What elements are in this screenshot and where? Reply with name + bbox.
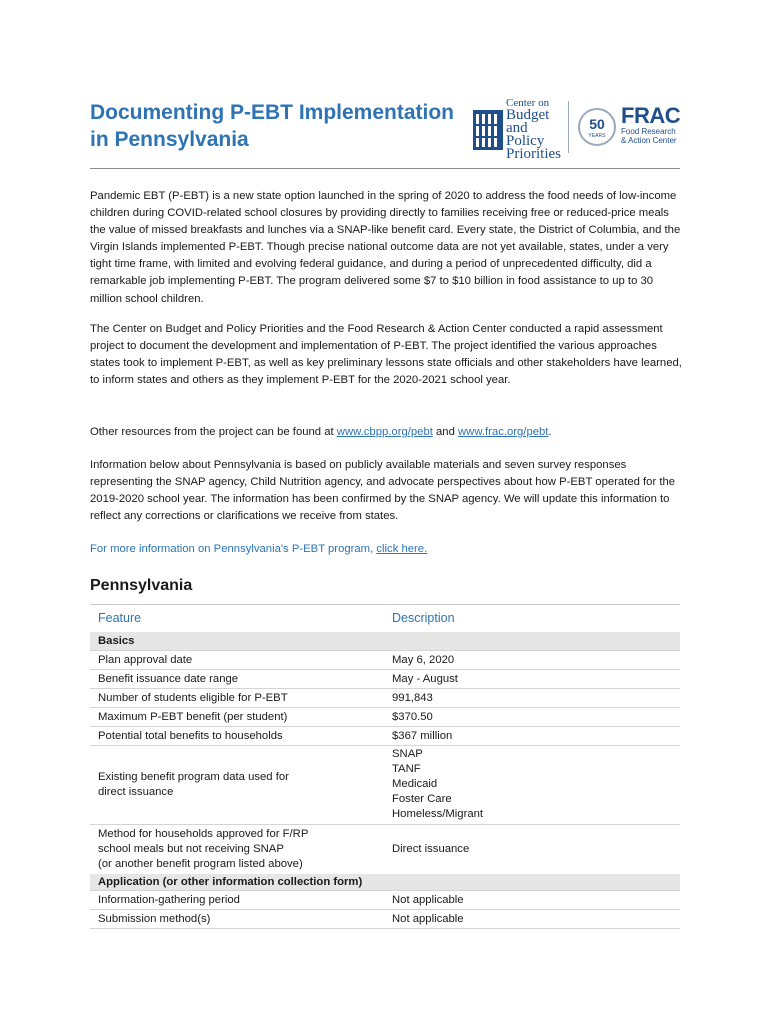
resources-and: and: [432, 426, 459, 438]
cbpp-pebt-link[interactable]: www.cbpp.org/pebt: [336, 426, 433, 438]
badge-label: YEARS: [588, 133, 606, 139]
description-cell: 991,843: [392, 692, 433, 704]
intro-paragraph-1: Pandemic EBT (P-EBT) is a new state option launched in the spring of 2020 to address the food needs of low-income children during COVID-related school closures by providing directly to families receiving free or reduced-price meals the value of missed breakfasts and lunches via a SNAP-like benefit card. Every state, the District of Columbia, and the Virgin Islands implemented P-EBT. Though precise national outcome data are not yet available, states, under a very tight time frame, with limited and evolving federal guidance, and during a period of unprecedented difficulty, did a remarkable job implementing P-EBT. The program delivered some $7 to $10 billion in food assistance to up to 30 million school children.: [90, 190, 681, 305]
resources-suffix: .: [548, 426, 552, 438]
cbpp-line-3: and Policy: [506, 120, 545, 149]
table-header: [90, 604, 680, 633]
feature-cell: Information-gathering period: [98, 894, 240, 906]
feature-cell: Existing benefit program data used for direct issuance: [98, 771, 289, 798]
header-feature: Feature: [98, 611, 142, 625]
description-cell: May - August: [392, 673, 458, 685]
table-row: [90, 669, 680, 689]
intro-paragraph-2: The Center on Budget and Policy Priorities and the Food Research & Action Center conducted a rapid assessment project to document the development and implementation of P-EBT. The project identified the various approaches states took to implement P-EBT, as well as key preliminary lessons state officials and other stakeholders have learned, to inform states and others as they implement P-EBT for the 2020-2021 school year.: [90, 323, 682, 387]
frac-pebt-link[interactable]: www.frac.org/pebt: [458, 426, 549, 438]
feature-cell: Maximum P-EBT benefit (per student): [98, 711, 288, 723]
table-row: [90, 745, 680, 825]
title-line-1: Documenting P-EBT Implementation: [90, 101, 455, 124]
table-group-header: [90, 874, 680, 891]
click-here-link[interactable]: click here.: [376, 543, 428, 555]
section-title: Pennsylvania: [90, 577, 193, 594]
more-info-text: For more information on Pennsylvania's P-EBT program,: [90, 543, 377, 555]
header-description: Description: [392, 611, 455, 625]
cbpp-building-icon: [473, 110, 503, 150]
cbpp-line-1: Center on: [506, 97, 550, 109]
header-divider: [90, 168, 680, 169]
intro-paragraph-4: Information below about Pennsylvania is based on publicly available materials and seven survey responses representing the SNAP agency, Child Nutrition agency, and advocate perspectives about how P-EBT operated for the 2019-2020 school year. The information has been confirmed by the SNAP agency. We will update this information to reflect any corrections or clarifications we receive from states.: [90, 459, 676, 523]
resources-paragraph: [90, 424, 682, 441]
feature-cell: Plan approval date: [98, 654, 193, 666]
logo-group: [473, 97, 683, 162]
cbpp-line-4: Priorities: [506, 146, 561, 162]
feature-cell: Application (or other information collection form): [98, 876, 363, 888]
table-row: [90, 890, 680, 910]
description-cell: Not applicable: [392, 913, 464, 925]
table-row: [90, 909, 680, 929]
frac-line-2: & Action Center: [621, 136, 677, 145]
cbpp-logo: [473, 97, 565, 162]
feature-cell: Submission method(s): [98, 913, 211, 925]
more-info-paragraph: [90, 541, 682, 558]
table-row: [90, 824, 680, 875]
resources-prefix: Other resources from the project can be found at: [90, 426, 337, 438]
frac-logo: [621, 105, 680, 145]
cbpp-line-2: Budget: [506, 107, 550, 123]
description-cell: $367 million: [392, 730, 453, 742]
feature-cell: Potential total benefits to households: [98, 730, 283, 742]
description-cell: $370.50: [392, 711, 433, 723]
feature-cell: Benefit issuance date range: [98, 673, 239, 685]
document-title: [90, 99, 470, 153]
table-row: [90, 707, 680, 727]
table-row: [90, 650, 680, 670]
frac-name: FRAC: [621, 103, 681, 128]
frac-line-1: Food Research: [621, 127, 676, 136]
feature-cell: Number of students eligible for P-EBT: [98, 692, 288, 704]
cbpp-wordmark: [506, 97, 565, 161]
table-group-header: [90, 632, 680, 651]
description-cell: SNAP TANF Medicaid Foster Care Homeless/Migrant: [392, 748, 484, 820]
title-line-2: in Pennsylvania: [90, 128, 249, 151]
description-cell: Direct issuance: [392, 843, 470, 855]
feature-cell: Basics: [98, 635, 135, 647]
table-row: [90, 688, 680, 708]
fifty-years-badge-icon: [577, 107, 617, 147]
feature-cell: Method for households approved for F/RP school meals but not receiving SNAP (or another benefit program listed above): [98, 828, 309, 870]
description-cell: Not applicable: [392, 894, 464, 906]
table-row: [90, 726, 680, 746]
logo-divider: [568, 101, 569, 153]
description-cell: May 6, 2020: [392, 654, 455, 666]
badge-number: 50: [589, 116, 605, 132]
